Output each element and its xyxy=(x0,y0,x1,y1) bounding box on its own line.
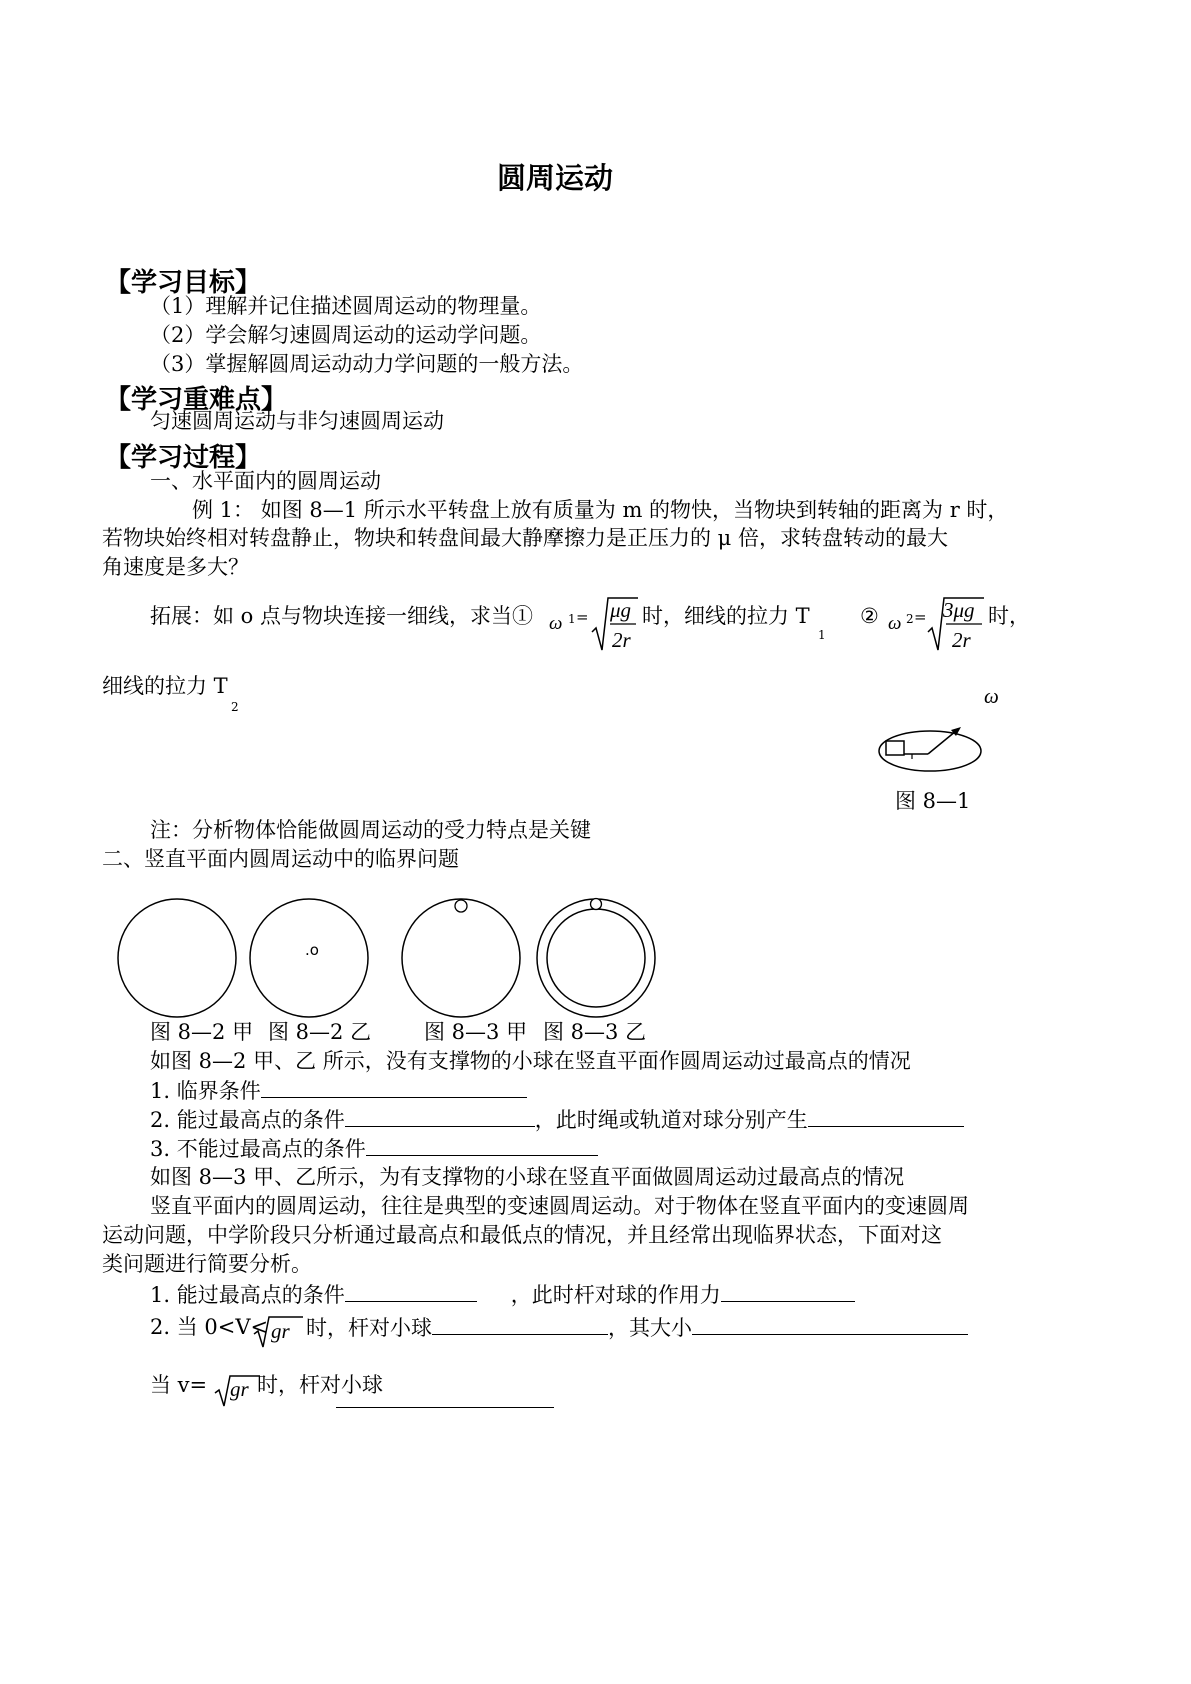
omega-2-subscript: 2 xyxy=(906,612,914,626)
equals-sign: = xyxy=(914,608,927,626)
circle-figure-8-3-a xyxy=(400,897,524,1021)
circle-figure-8-3-b xyxy=(536,897,660,1021)
paragraph-8-3: 如图 8—3 甲、乙所示，为有支撑物的小球在竖直平面做圆周运动过最高点的情况 xyxy=(150,1165,905,1189)
turntable-figure xyxy=(878,724,990,774)
answer-blank[interactable] xyxy=(721,1281,855,1302)
rod-question-1-label: 1. 能过最高点的条件 xyxy=(150,1283,345,1307)
process-heading: 【学习过程】 xyxy=(105,443,262,473)
rod-question-3-label: 当 v= xyxy=(150,1373,208,1397)
paragraph-line: 运动问题，中学阶段只分析通过最高点和最低点的情况，并且经常出现临界状态，下面对这 xyxy=(102,1223,942,1247)
section-2-heading: 二、竖直平面内圆周运动中的临界问题 xyxy=(102,847,459,871)
question-2-label: 2. 能过最高点的条件 xyxy=(150,1108,345,1132)
question-1 xyxy=(150,1077,527,1104)
t1-subscript: 1 xyxy=(818,628,826,642)
question-1-label: 1. 临界条件 xyxy=(150,1079,261,1103)
figure-8-1-caption: 图 8—1 xyxy=(895,789,971,813)
note-text: 注：分析物体恰能做圆周运动的受力特点是关键 xyxy=(150,818,591,842)
figure-caption: 图 8—2 甲 xyxy=(150,1020,254,1044)
answer-blank[interactable] xyxy=(345,1106,535,1127)
key-points-text: 匀速圆周运动与非匀速圆周运动 xyxy=(150,409,444,433)
question-3 xyxy=(150,1135,598,1162)
circle-figure-8-2-a xyxy=(116,897,240,1021)
question-2-suffix: ，此时绳或轨道对球分别产生 xyxy=(534,1108,808,1132)
example-1-line: 角速度是多大？ xyxy=(102,555,249,579)
paragraph-line: 竖直平面内的圆周运动，往往是典型的变速圆周运动。对于物体在竖直平面内的变速圆周 xyxy=(150,1194,969,1218)
answer-blank[interactable] xyxy=(261,1077,527,1098)
sqrt-gr-text: gr xyxy=(230,1377,249,1401)
rod-question-3-suffix: 时，杆对小球 xyxy=(257,1373,383,1397)
rod-question-1 xyxy=(150,1281,855,1308)
rod-question-2-rest xyxy=(306,1314,968,1341)
objective-item: （3）掌握解圆周运动动力学问题的一般方法。 xyxy=(150,352,584,376)
fraction-2-denominator: 2r xyxy=(952,628,971,652)
fraction-2-numerator: 3μg xyxy=(943,598,975,622)
example-1-line: 若物块始终相对转盘静止，物块和转盘间最大静摩擦力是正压力的 μ 倍，求转盘转动的最大 xyxy=(102,526,948,550)
rod-question-2-middle: 时，杆对小球 xyxy=(306,1316,432,1340)
circle-figure-8-2-b xyxy=(248,897,372,1021)
t2-subscript: 2 xyxy=(231,700,239,714)
paragraph-line: 类问题进行简要分析。 xyxy=(102,1252,312,1276)
omega-2-symbol: ω xyxy=(888,613,902,634)
answer-blank[interactable] xyxy=(345,1281,477,1302)
equals-sign: = xyxy=(576,608,589,626)
objective-item: （1）理解并记住描述圆周运动的物理量。 xyxy=(150,294,542,318)
center-point-label: .o xyxy=(305,941,319,959)
extension-line-2: 细线的拉力 T xyxy=(102,674,228,698)
circled-two: ② xyxy=(860,604,879,628)
omega-1-subscript: 1 xyxy=(568,612,576,626)
question-3-label: 3. 不能过最高点的条件 xyxy=(150,1137,366,1161)
rod-question-2-suffix: ，其大小 xyxy=(608,1316,692,1340)
objective-item: （2）学会解匀速圆周运动的运动学问题。 xyxy=(150,323,542,347)
omega-1-symbol: ω xyxy=(549,613,563,634)
section-1-heading: 一、水平面内的圆周运动 xyxy=(150,469,381,493)
sqrt-gr-text: gr xyxy=(271,1319,290,1343)
answer-blank[interactable] xyxy=(366,1135,598,1156)
key-points-heading: 【学习重难点】 xyxy=(105,385,288,415)
extension-prefix: 拓展：如 o 点与物块连接一细线，求当① xyxy=(150,604,533,628)
rod-question-1-suffix: ，此时杆对球的作用力 xyxy=(510,1283,721,1307)
fraction-1-numerator: μg xyxy=(610,598,632,622)
answer-blank[interactable] xyxy=(692,1314,968,1335)
figure-caption: 图 8—3 乙 xyxy=(543,1020,647,1044)
figure-caption: 图 8—3 甲 xyxy=(424,1020,528,1044)
answer-blank[interactable] xyxy=(336,1407,554,1408)
fraction-1-denominator: 2r xyxy=(612,628,631,652)
page-title: 圆周运动 xyxy=(497,161,614,195)
paragraph-8-2: 如图 8—2 甲、乙 所示，没有支撑物的小球在竖直平面作圆周运动过最高点的情况 xyxy=(150,1049,911,1073)
question-2 xyxy=(150,1106,964,1133)
extension-mid: 时，细线的拉力 T xyxy=(642,604,810,628)
example-1-line: 例 1： 如图 8—1 所示水平转盘上放有质量为 m 的物快，当物块到转轴的距离为 r 时， xyxy=(192,498,1009,522)
omega-label: ω xyxy=(984,684,999,708)
extension-suffix: 时， xyxy=(988,604,1030,628)
answer-blank[interactable] xyxy=(432,1314,608,1335)
rod-question-2-label: 2. 当 0<V< xyxy=(150,1315,269,1339)
answer-blank[interactable] xyxy=(808,1106,964,1127)
objectives-heading: 【学习目标】 xyxy=(105,268,262,298)
figure-caption: 图 8—2 乙 xyxy=(268,1020,372,1044)
